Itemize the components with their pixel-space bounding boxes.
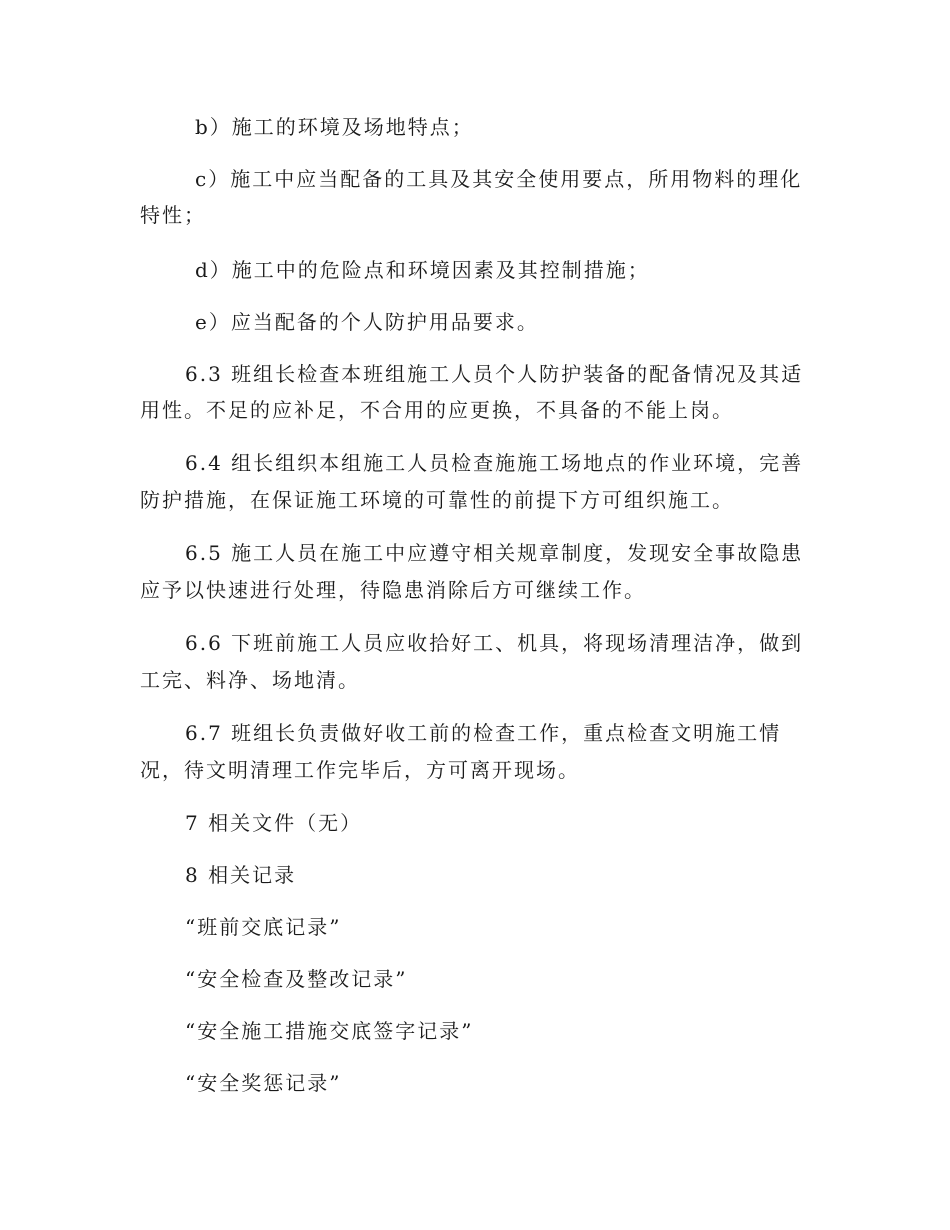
section-7-heading: 7 相关文件（无）: [185, 811, 363, 835]
list-item-e: e）应当配备的个人防护用品要求。: [195, 310, 539, 334]
clause-6-4: 6.4 组长组织本组施工人员检查施施工场地点的作业环境，完善: [185, 451, 804, 475]
clause-6-7-continuation: 况，待文明清理工作完毕后，方可离开现场。: [140, 758, 580, 782]
clause-6-3-continuation: 用性。不足的应补足，不合用的应更换，不具备的不能上岗。: [140, 398, 734, 422]
record-item: “班前交底记录”: [185, 915, 342, 939]
clause-6-7: 6.7 班组长负责做好收工前的检查工作，重点检查文明施工情: [185, 721, 782, 745]
list-item-c-continuation: 特性；: [140, 203, 206, 227]
list-item-d: d）施工中的危险点和环境因素及其控制措施；: [195, 258, 650, 282]
section-8-heading: 8 相关记录: [185, 863, 297, 887]
record-item: “安全奖惩记录”: [185, 1071, 342, 1095]
record-item: “安全检查及整改记录”: [185, 967, 408, 991]
clause-6-5-continuation: 应予以快速进行处理，待隐患消除后方可继续工作。: [140, 578, 646, 602]
list-item-c: c）施工中应当配备的工具及其安全使用要点，所用物料的理化: [195, 167, 803, 191]
record-item: “安全施工措施交底签字记录”: [185, 1019, 474, 1043]
list-item-b: b）施工的环境及场地特点；: [195, 115, 474, 139]
clause-6-6-continuation: 工完、料净、场地清。: [140, 668, 360, 692]
clause-6-3: 6.3 班组长检查本班组施工人员个人防护装备的配备情况及其适: [185, 362, 804, 386]
clause-6-4-continuation: 防护措施，在保证施工环境的可靠性的前提下方可组织施工。: [140, 488, 734, 512]
clause-6-6: 6.6 下班前施工人员应收拾好工、机具，将现场清理洁净，做到: [185, 631, 804, 655]
clause-6-5: 6.5 施工人员在施工中应遵守相关规章制度，发现安全事故隐患: [185, 541, 804, 565]
